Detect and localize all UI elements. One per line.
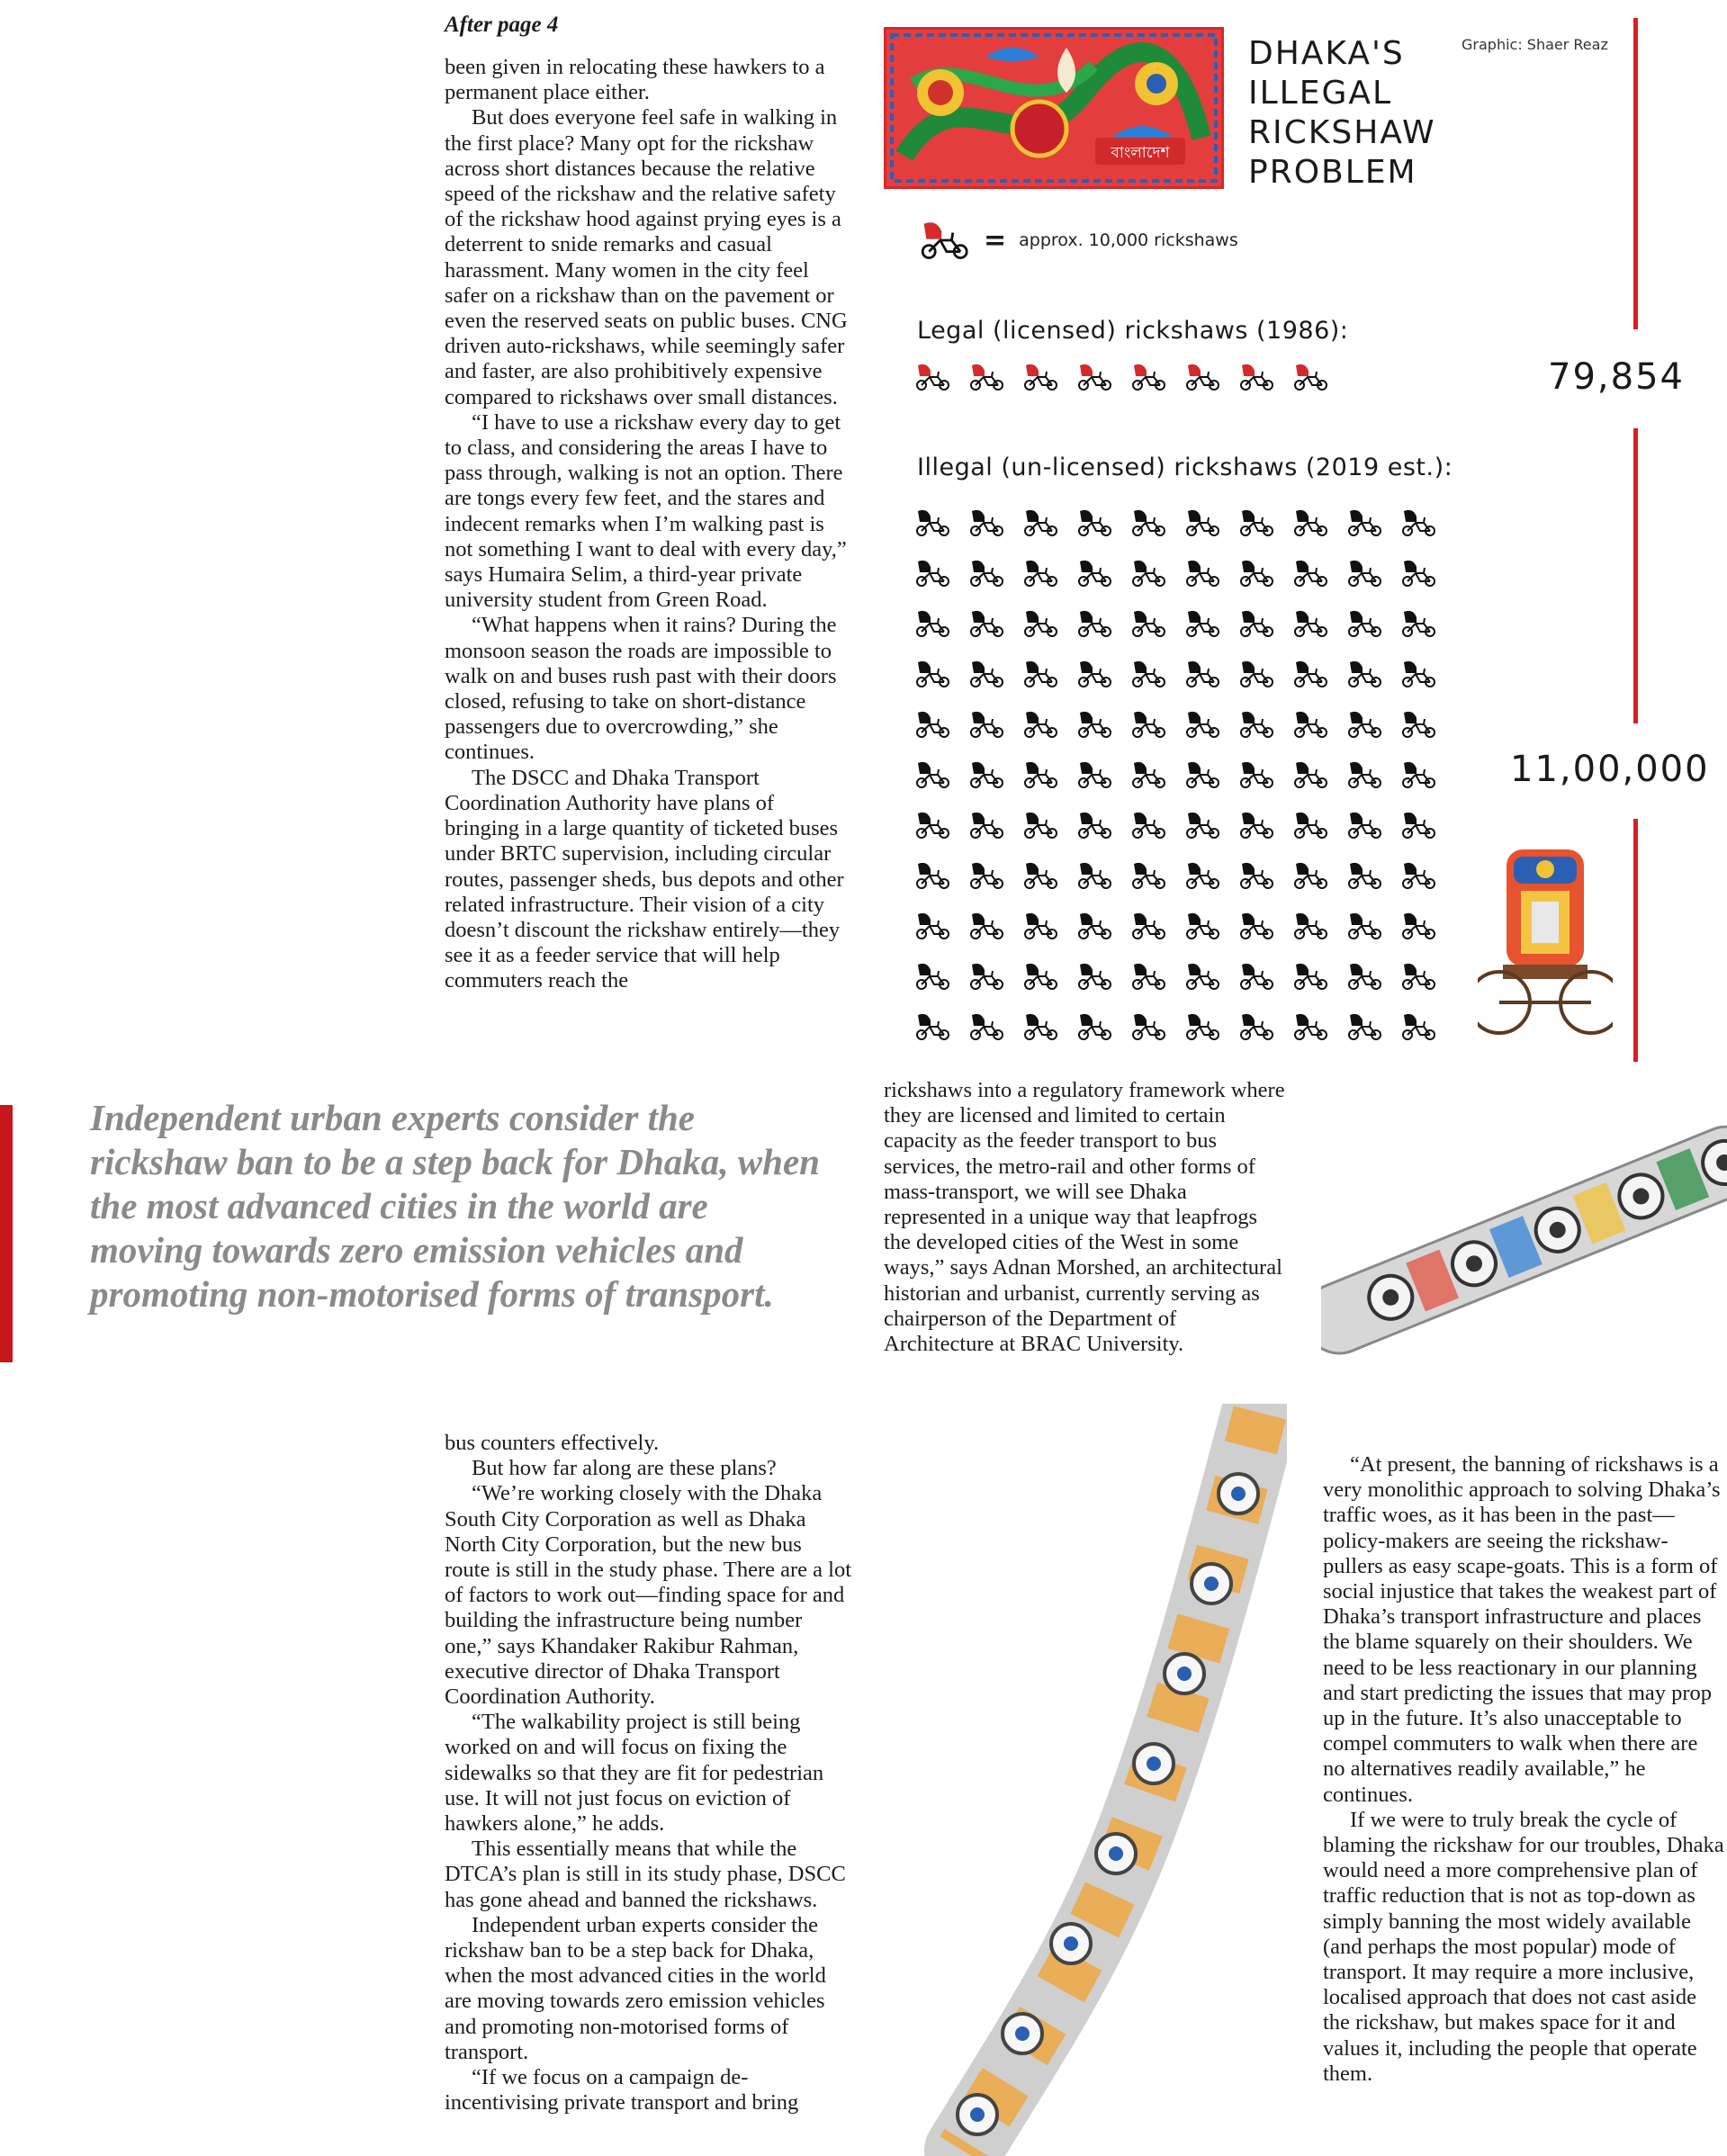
rickshaw-icon — [1184, 912, 1220, 939]
rickshaw-icon — [1400, 560, 1436, 587]
infographic-title — [1248, 34, 1482, 193]
rickshaw-icon — [1400, 610, 1436, 637]
legend-equals: = — [984, 224, 1007, 256]
title-line: PROBLEM — [1248, 154, 1417, 191]
rickshaw-icon — [1238, 560, 1274, 587]
rickshaw-icon — [1130, 1013, 1166, 1040]
rickshaw-icon — [1076, 364, 1112, 391]
rickshaw-icon — [1130, 963, 1166, 990]
rickshaw-icon — [1346, 509, 1382, 536]
rickshaw-icon — [1346, 610, 1382, 637]
rickshaw-icon — [1076, 912, 1112, 939]
rickshaw-icon — [914, 812, 950, 839]
rickshaw-icon — [1130, 509, 1166, 536]
rickshaw-icon — [1184, 711, 1220, 738]
rickshaw-icon — [968, 862, 1004, 889]
rickshaw-icon — [1400, 1013, 1436, 1040]
title-line: DHAKA'S — [1248, 35, 1405, 72]
rickshaw-icon — [1184, 812, 1220, 839]
rickshaw-icon — [968, 761, 1004, 788]
rickshaw-icon — [1076, 509, 1112, 536]
rickshaw-icon — [1238, 812, 1274, 839]
rickshaw-icon — [1400, 761, 1436, 788]
rickshaw-icon — [1400, 912, 1436, 939]
rickshaw-icon — [1400, 812, 1436, 839]
rickshaw-icon — [1292, 560, 1328, 587]
rickshaw-icon — [1022, 761, 1058, 788]
rickshaw-icon — [1184, 364, 1220, 391]
rickshaw-icon — [1292, 364, 1328, 391]
paragraph: The DSCC and Dhaka Transport Coordination Authority have plans of bringing in a large quantity of ticketed buses under BRTC supervision, including circular routes, passenger sheds, bus depots and other related infrastructure. Their vision of a city doesn’t discount the rickshaw entirely—they see it as a feeder service that will help commuters reach the — [445, 765, 844, 993]
illegal-label: Illegal (un-licensed) rickshaws (2019 est.): — [917, 454, 1453, 481]
rickshaw-icon — [1346, 812, 1382, 839]
rickshaw-icon — [1400, 963, 1436, 990]
rickshaw-icon — [1238, 912, 1274, 939]
rickshaw-icon — [1076, 761, 1112, 788]
art-bangladesh-text: বাংলাদেশ — [1111, 144, 1170, 162]
article-column-4 — [1323, 1452, 1724, 2087]
paragraph: “At present, the banning of rickshaws is a very monolithic approach to solving Dhaka’s traffic woes, as it has been in the past—policy-makers are seeing the rickshaw-pullers as easy scape-goats. This is a form of social injustice that takes the weakest part of Dhaka’s transport infrastructure and places the blame squarely on their shoulders. We need to be less reactionary in our planning and start predicting the issues that may prop up in the future. It’s also unacceptable to compel commuters to walk when there are no alternatives readily available,” he continues. — [1323, 1452, 1721, 1807]
rickshaw-icon — [914, 509, 950, 536]
rickshaw-icon — [1130, 711, 1166, 738]
rickshaw-icon — [1022, 912, 1058, 939]
rickshaw-icon — [1022, 812, 1058, 839]
article-column-2 — [884, 1078, 1285, 1357]
paragraph: bus counters effectively. — [445, 1431, 660, 1455]
folk-art-graphic — [886, 30, 1221, 186]
rickshaw-icon — [914, 963, 950, 990]
rickshaw-icon — [1184, 660, 1220, 687]
rickshaw-icon — [1130, 812, 1166, 839]
rickshaw-icon — [1184, 761, 1220, 788]
rickshaw-icon — [1076, 963, 1112, 990]
red-rule-middle — [1633, 428, 1638, 723]
rickshaw-icon — [1022, 509, 1058, 536]
rickshaw-icon — [1184, 610, 1220, 637]
rickshaw-icon — [1238, 862, 1274, 889]
rickshaw-icon — [968, 610, 1004, 637]
rickshaw-icon — [1238, 963, 1274, 990]
paragraph: If we were to truly break the cycle of blaming the rickshaw for our troubles, Dhaka would need a more comprehensive plan of traffic reduction that is not as top-down as simply banning the most widely available (and perhaps the most popular) mode of transport. It may require a more inclusive, localised approach that does not cast aside the rickshaw, but makes space for it and values it, including the people that operate them. — [1323, 1807, 1724, 2086]
red-rule-top — [1633, 18, 1638, 329]
rickshaw-icon — [968, 364, 1004, 391]
paragraph: But how far along are these plans? — [472, 1456, 777, 1481]
rickshaw-icon — [1346, 711, 1382, 738]
graphic-credit: Graphic: Shaer Reaz — [1462, 36, 1608, 53]
rickshaw-icon — [1130, 912, 1166, 939]
folk-art-illustration — [884, 27, 1224, 189]
article-column-3 — [445, 1431, 851, 2116]
rickshaw-icon — [1346, 1013, 1382, 1040]
rickshaw-icon — [1292, 660, 1328, 687]
paragraph: But does everyone feel safe in walking in the first place? Many opt for the rickshaw across short distances because the relative speed of the rickshaw and the relative safety of the rickshaw hood against prying eyes is a deterrent to snide remarks and casual harassment. Many women in the city feel safer on a rickshaw than on the pavement or even the reserved seats on public buses. CNG driven auto-rickshaws, while seemingly safer and faster, are also prohibitively expensive compared to rickshaws over small distances. — [445, 105, 848, 409]
rickshaw-icon — [1022, 963, 1058, 990]
rickshaw-icon — [1076, 711, 1112, 738]
rickshaw-icon — [968, 560, 1004, 587]
rickshaw-icon — [1022, 560, 1058, 587]
rickshaw-icon — [1238, 711, 1274, 738]
paragraph: “If we focus on a campaign de-incentivising private transport and bring — [445, 2065, 799, 2116]
rickshaw-icon — [914, 761, 950, 788]
rickshaw-icon — [1346, 761, 1382, 788]
rickshaw-icon — [1292, 912, 1328, 939]
rickshaw-icon — [1022, 364, 1058, 391]
legend — [917, 221, 1238, 259]
rickshaw-icon — [1022, 862, 1058, 889]
rickshaw-icon — [914, 660, 950, 687]
rickshaw-icon — [968, 812, 1004, 839]
rickshaw-icon — [968, 1013, 1004, 1040]
legal-value: 79,854 — [1548, 356, 1685, 398]
rickshaw-icon — [1184, 963, 1220, 990]
rickshaw-icon — [1022, 610, 1058, 637]
paragraph: “What happens when it rains? During the monsoon season the roads are impossible to walk on and buses rush past with their doors closed, refusing to take on short-distance passengers due to overcrowding,” she continues. — [445, 613, 837, 765]
rickshaw-icon — [1292, 761, 1328, 788]
rickshaw-icon — [1292, 963, 1328, 990]
rickshaw-icon — [1346, 963, 1382, 990]
rickshaw-icon — [1292, 812, 1328, 839]
rickshaw-icon — [914, 711, 950, 738]
rickshaw-icon — [1292, 509, 1328, 536]
rickshaw-icon — [1184, 560, 1220, 587]
rickshaw-icon — [1238, 1013, 1274, 1040]
rickshaw-icon — [968, 711, 1004, 738]
rickshaw-icon — [914, 364, 950, 391]
title-line: RICKSHAW — [1248, 114, 1436, 151]
paragraph: “I have to use a rickshaw every day to get to class, and considering the areas I have to pass through, walking is not an option. There are tongs every few feet, and the stares and indecent remarks when I’m walking past is not something I want to deal with every day,” says Humaira Selim, a third-year private university student from Green Road. — [445, 409, 847, 613]
rickshaw-icon — [1346, 862, 1382, 889]
rickshaw-icon — [1130, 364, 1166, 391]
rickshaw-icon — [1400, 509, 1436, 536]
rickshaw-icon — [1346, 560, 1382, 587]
paragraph: been given in relocating these hawkers to a permanent place either. — [445, 55, 825, 105]
paragraph: rickshaws into a regulatory framework where they are licensed and limited to certain capacity as the feeder transport to bus services, the metro-rail and other forms of mass-transport, we will see Dhaka represented in a unique way that leapfrogs the developed cities of the West in some ways,” says Adnan Morshed, an architectural historian and urbanist, currently serving as chairperson of the Department of Architecture at BRAC University. — [884, 1078, 1285, 1357]
rickshaw-icon — [1184, 1013, 1220, 1040]
legal-label: Legal (licensed) rickshaws (1986): — [917, 317, 1349, 345]
title-line: ILLEGAL — [1248, 75, 1393, 112]
rickshaw-icon — [1130, 761, 1166, 788]
rickshaw-icon — [1292, 610, 1328, 637]
rickshaw-icon — [1130, 610, 1166, 637]
rickshaw-icon — [1130, 862, 1166, 889]
pullquote-bar — [0, 1105, 13, 1362]
running-head: After page 4 — [445, 13, 559, 37]
rickshaw-icon — [1076, 610, 1112, 637]
paragraph: Independent urban experts consider the rickshaw ban to be a step back for Dhaka, when the most advanced cities in the world are moving towards zero emission vehicles and promoting non-motorised forms of transport. — [445, 1912, 826, 2064]
pullquote: Independent urban experts consider the rickshaw ban to be a step back for Dhaka, when the most advanced cities in the world are moving towards zero emission vehicles and promoting non-motorised forms of transport. — [90, 1097, 820, 1315]
red-rule-bottom — [1633, 819, 1638, 1062]
rickshaw-icon — [1076, 812, 1112, 839]
paragraph: This essentially means that while the DTCA’s plan is still in its study phase, DSCC has gone ahead and banned the rickshaws. — [445, 1837, 846, 1912]
rickshaw-icon — [1184, 509, 1220, 536]
rickshaw-icon — [1022, 1013, 1058, 1040]
rickshaw-icon — [1238, 364, 1274, 391]
rickshaw-icon — [1238, 761, 1274, 788]
paragraph: “We’re working closely with the Dhaka South City Corporation as well as Dhaka North City Corporation, but the new bus route is still in the study phase. There are a lot of factors to work out—finding space for and building the infrastructure being number one,” says Khandaker Rakibur Rahman, executive director of Dhaka Transport Coordination Authority. — [445, 1481, 852, 1710]
rickshaw-icon — [1292, 711, 1328, 738]
rickshaw-icon — [1076, 660, 1112, 687]
rickshaw-icon — [1400, 862, 1436, 889]
rickshaw-icon — [1130, 560, 1166, 587]
rickshaw-icon — [968, 509, 1004, 536]
rickshaw-icon — [1238, 660, 1274, 687]
rickshaw-icon — [914, 1013, 950, 1040]
rickshaw-icon — [1346, 660, 1382, 687]
rickshaw-icon — [914, 610, 950, 637]
rickshaw-icon — [1292, 862, 1328, 889]
illegal-icon-grid — [914, 509, 1454, 1040]
rickshaw-icon — [968, 963, 1004, 990]
rickshaw-icon — [1346, 912, 1382, 939]
rickshaw-icon — [1400, 660, 1436, 687]
rickshaw-icon — [1076, 560, 1112, 587]
legend-text: approx. 10,000 rickshaws — [1019, 230, 1238, 250]
rickshaw-icon — [968, 660, 1004, 687]
rickshaw-icon — [1400, 711, 1436, 738]
legal-icon-row — [914, 364, 1328, 391]
rickshaw-icon — [1076, 1013, 1112, 1040]
article-column-1 — [445, 55, 851, 994]
rickshaw-icon — [1184, 862, 1220, 889]
rickshaw-icon — [914, 560, 950, 587]
rickshaw-icon — [914, 912, 950, 939]
paragraph: “The walkability project is still being worked on and will focus on fixing the sidewalks so that they are fit for pedestrian use. It will not just focus on eviction of hawkers alone,” he adds. — [445, 1710, 824, 1837]
bicycle-chain-image-vertical — [909, 1404, 1287, 2156]
rickshaw-icon — [1076, 862, 1112, 889]
bicycle-chain-image-horizontal — [1321, 1073, 1727, 1388]
rickshaw-icon — [914, 862, 950, 889]
illegal-value: 11,00,000 — [1510, 749, 1710, 790]
rickshaw-icon — [1130, 660, 1166, 687]
rickshaw-icon — [1292, 1013, 1328, 1040]
rickshaw-icon — [917, 221, 971, 259]
rickshaw-icon — [1022, 711, 1058, 738]
rickshaw-icon — [968, 912, 1004, 939]
rickshaw-icon — [1238, 509, 1274, 536]
rickshaw-photo — [1478, 842, 1613, 1040]
rickshaw-icon — [1022, 660, 1058, 687]
rickshaw-icon — [1238, 610, 1274, 637]
